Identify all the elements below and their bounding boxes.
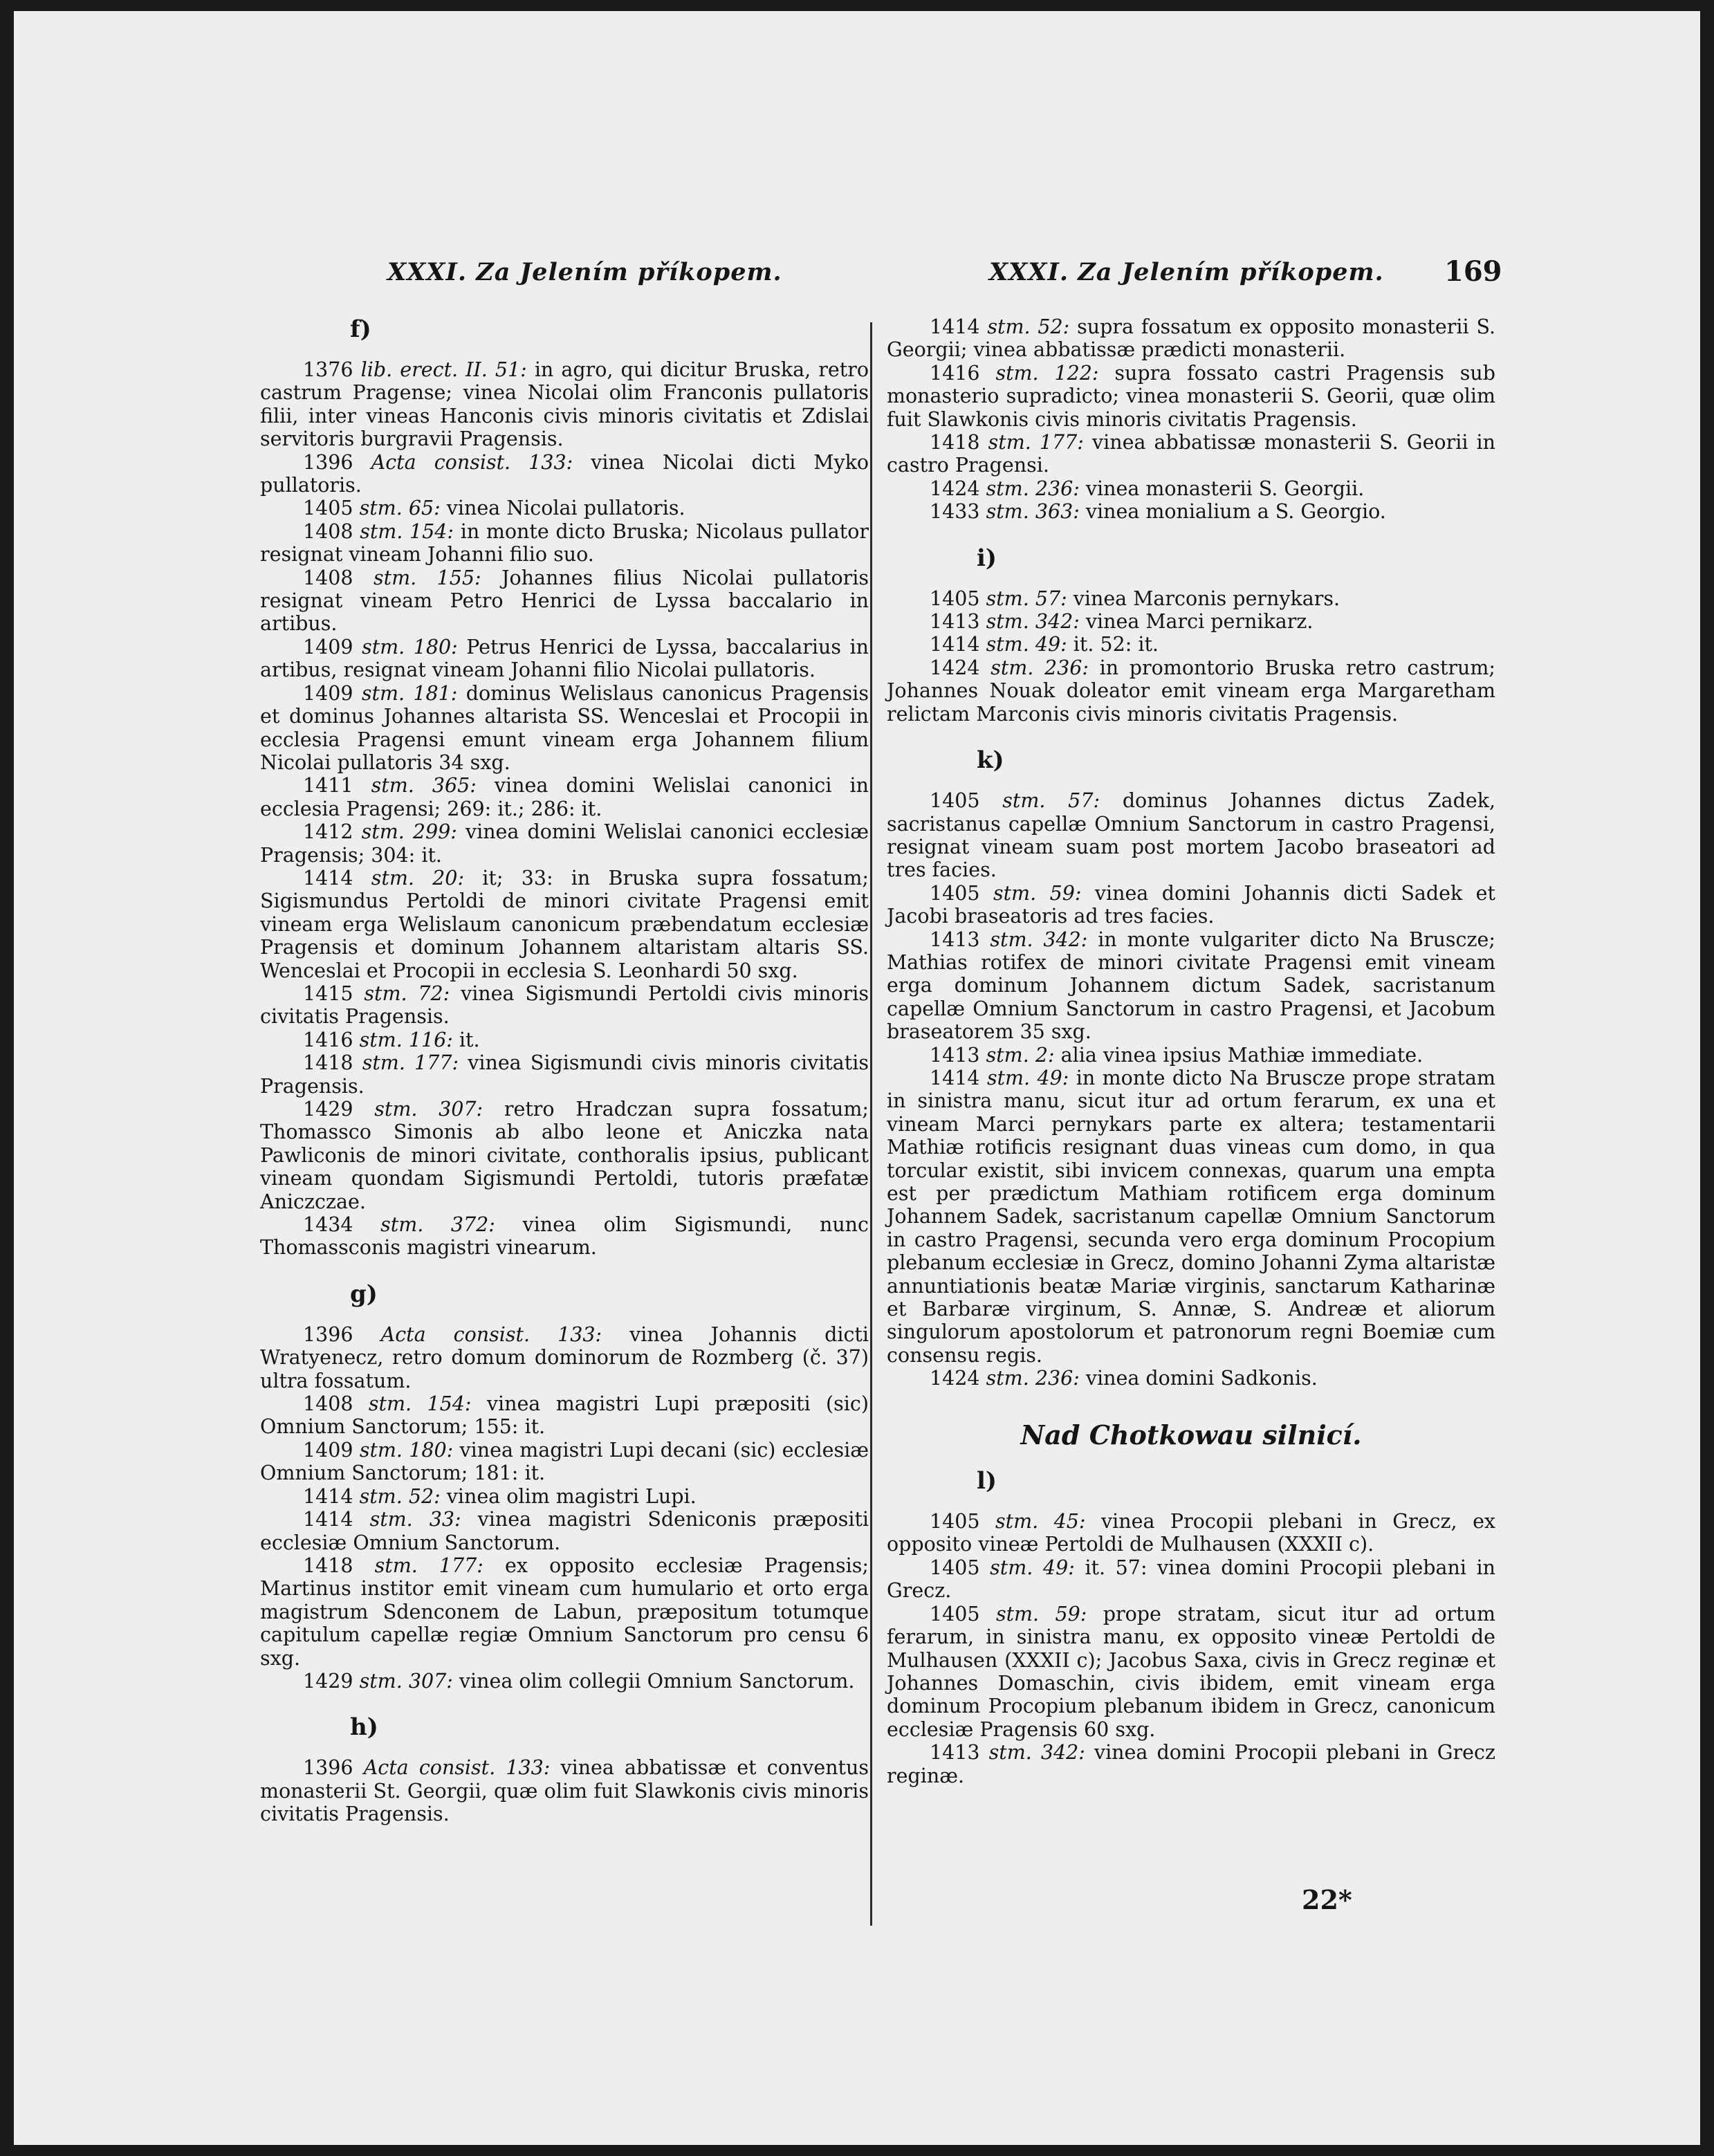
record-entry <box>887 656 1495 726</box>
entry-year: 1434 <box>303 1213 353 1237</box>
entry-text: vinea domini Sadkonis. <box>1085 1367 1318 1390</box>
entry-text: vinea magistri Lupi decani (sic) ecclesiæ Omnium Sanctorum; 181: it. <box>260 1438 869 1485</box>
record-entry <box>887 610 1495 633</box>
entry-source-ref: Acta consist. 133: <box>371 450 573 474</box>
entry-year: 1413 <box>930 928 980 951</box>
record-entry <box>260 451 869 497</box>
entry-year: 1411 <box>303 774 353 798</box>
entry-text: Petrus Henrici de Lyssa, baccalarius in artibus, resignat vineam Johanni filio Nicolai pullatoris. <box>260 635 869 682</box>
entry-source-ref: stm. 342: <box>990 928 1088 951</box>
entry-source-ref: stm. 299: <box>361 820 457 844</box>
left-column <box>260 315 869 1826</box>
entry-source-ref: stm. 236: <box>986 1367 1080 1390</box>
section-letter: g) <box>350 1280 378 1308</box>
entry-source-ref: stm. 307: <box>359 1669 453 1693</box>
entry-year: 1433 <box>930 500 980 524</box>
entry-text: retro Hradczan supra fossatum; Thomassco Simonis ab albo leone et Aniczka nata Pawliconis de minori civitate, conthoralis ipsius, publicant vineam quondam Sigismundi Pertoldi, tutoris præfatæ Aniczczae. <box>260 1098 869 1213</box>
record-entry <box>887 500 1495 523</box>
entry-source-ref: stm. 116: <box>359 1028 453 1051</box>
record-entry <box>887 587 1495 610</box>
entry-text: in agro, qui dicitur Bruska, retro castrum Pragense; vinea Nicolai olim Franconis pullatoris filii, inter vineas Hanconis civis minoris civitatis et Zdislai servitoris burgravii Pragensis. <box>260 358 869 451</box>
entry-text: vinea olim magistri Lupi. <box>446 1484 697 1508</box>
entry-year: 1414 <box>930 633 980 656</box>
entry-source-ref: stm. 2: <box>986 1043 1055 1067</box>
entry-source-ref: stm. 49: <box>990 1556 1075 1579</box>
book-page <box>14 11 1700 2145</box>
entry-text: vinea Nicolai dicti Myko pullatoris. <box>260 450 869 497</box>
entry-source-ref: stm. 154: <box>360 519 454 543</box>
entry-year: 1413 <box>930 1043 980 1067</box>
entry-year: 1429 <box>303 1098 353 1121</box>
record-entry <box>260 358 869 451</box>
record-entry <box>887 928 1495 1044</box>
entry-year: 1405 <box>930 587 980 610</box>
entry-source-ref: stm. 177: <box>374 1554 483 1577</box>
entry-text: vinea Sigismundi civis minoris civitatis Pragensis. <box>260 1051 869 1098</box>
record-entry <box>887 1367 1495 1390</box>
entry-text: vinea monialium a S. Georgio. <box>1085 500 1386 524</box>
entry-text: alia vinea ipsius Mathiæ immediate. <box>1060 1043 1423 1067</box>
entry-source-ref: stm. 180: <box>362 635 458 658</box>
section-letter: h) <box>350 1713 378 1742</box>
entry-text: vinea Johannis dicti Wratyenecz, retro domum dominorum de Rozmberg (č. 37) ultra fossatum. <box>260 1323 869 1392</box>
entry-source-ref: stm. 363: <box>986 500 1080 524</box>
entry-year: 1418 <box>303 1554 353 1577</box>
entry-source-ref: Acta consist. 133: <box>363 1756 551 1780</box>
entry-year: 1409 <box>303 1438 353 1462</box>
entry-text: supra fossatum ex opposito monasterii S. Georgii; vinea abbatissæ prædicti monasterii. <box>887 315 1496 362</box>
record-entry <box>887 882 1495 928</box>
entry-source-ref: stm. 49: <box>986 1066 1069 1089</box>
entry-year: 1405 <box>303 497 353 520</box>
entry-source-ref: stm. 45: <box>995 1510 1086 1533</box>
record-entry <box>260 867 869 982</box>
section-letter: f) <box>350 315 371 343</box>
entry-year: 1416 <box>930 361 980 385</box>
entry-text: vinea abbatissæ et conventus monasterii St. Georgii, quæ olim fuit Slawkonis civis minoris civitatis Pragensis. <box>260 1756 869 1826</box>
entry-text: vinea domini Welislai canonici in ecclesia Pragensi; 269: it.; 286: it. <box>260 774 869 820</box>
entry-source-ref: stm. 122: <box>995 361 1099 385</box>
entry-text: vinea abbatissæ monasterii S. Georii in castro Pragensi. <box>887 431 1496 477</box>
entry-source-ref: stm. 307: <box>374 1098 483 1121</box>
record-entry <box>260 820 869 867</box>
record-entry <box>260 1670 869 1693</box>
entry-source-ref: stm. 177: <box>362 1051 459 1075</box>
entry-year: 1405 <box>930 1556 980 1579</box>
record-entry <box>887 362 1495 431</box>
entry-year: 1405 <box>930 1510 980 1533</box>
entry-text: vinea magistri Sdeniconis præpositi ecclesiæ Omnium Sanctorum. <box>260 1508 869 1554</box>
entry-year: 1409 <box>303 635 353 658</box>
entry-source-ref: stm. 181: <box>361 681 458 705</box>
entry-source-ref: stm. 72: <box>364 982 450 1005</box>
entry-year: 1405 <box>930 789 980 813</box>
entry-source-ref: stm. 59: <box>993 881 1082 905</box>
record-entry <box>887 789 1495 882</box>
entry-year: 1415 <box>303 982 353 1005</box>
record-entry <box>260 682 869 775</box>
entry-year: 1414 <box>303 1508 353 1531</box>
record-entry <box>260 636 869 682</box>
entry-text: vinea olim collegii Omnium Sanctorum. <box>459 1669 855 1693</box>
entry-year: 1429 <box>303 1669 353 1693</box>
entry-year: 1376 <box>303 358 353 381</box>
record-entry <box>887 1741 1495 1787</box>
entry-source-ref: stm. 33: <box>369 1508 461 1531</box>
entry-year: 1414 <box>303 866 353 890</box>
entry-source-ref: stm. 155: <box>374 566 481 589</box>
record-entry <box>260 520 869 566</box>
section-letter: i) <box>977 544 997 572</box>
running-head-right: XXXI. Za Jelením příkopem. <box>989 258 1384 286</box>
record-entry <box>260 1323 869 1392</box>
record-entry <box>260 1029 869 1051</box>
entry-source-ref: stm. 180: <box>359 1438 454 1462</box>
entry-source-ref: stm. 57: <box>986 587 1067 610</box>
entry-text: Johannes filius Nicolai pullatoris resignat vineam Petro Henrici de Lyssa baccalario in artibus. <box>260 566 869 636</box>
record-entry <box>887 1603 1495 1741</box>
record-entry <box>260 1508 869 1554</box>
entry-source-ref: stm. 59: <box>995 1602 1087 1625</box>
record-entry <box>260 1213 869 1260</box>
entry-year: 1414 <box>930 315 980 338</box>
entry-text: vinea olim Sigismundi, nunc Thomassconis magistri vinearum. <box>260 1213 869 1260</box>
entry-year: 1408 <box>303 1392 353 1416</box>
entry-year: 1409 <box>303 681 353 705</box>
record-entry <box>887 315 1495 362</box>
entry-year: 1424 <box>930 656 980 679</box>
entry-text: vinea magistri Lupi præpositi (sic) Omnium Sanctorum; 155: it. <box>260 1392 869 1439</box>
entry-text: in monte dicto Bruska; Nicolaus pullator resignat vineam Johanni filio suo. <box>260 519 869 566</box>
section-letter: k) <box>977 746 1004 775</box>
entry-text: in monte dicto Na Brusczе prope stratam in sinistra manu, sicut itur ad ortum ferarum, ex una et vineam Marci pernykars parte ex altera; testamentarii Mathiæ rotificis resignant duas vineas cum domo, in qua torcular existit, sibi invicem connexas, quarum una empta est per prædictum Mathiam rotificem erga dominum Johannem Sadek, sacristanum capellæ Omnium Sanctorum in castro Pragensi, secunda vero erga dominum Procopium plebanum ecclesiæ in Grecz, domino Johanni Zyma altaristæ annuntiationis beatæ Mariæ virginis, sanctarum Katharinæ et Barbaræ virginum, S. Annæ, S. Andreæ et aliorum singulorum apostolorum et patronorum regni Boemiæ cum consensu regis. <box>887 1066 1496 1367</box>
entry-year: 1414 <box>303 1484 353 1508</box>
entry-year: 1412 <box>303 820 353 844</box>
entry-year: 1396 <box>303 450 353 474</box>
entry-source-ref: stm. 342: <box>988 1741 1085 1765</box>
entry-source-ref: stm. 236: <box>990 656 1089 679</box>
entry-year: 1405 <box>930 1602 980 1625</box>
record-entry <box>260 1485 869 1508</box>
entry-source-ref: stm. 20: <box>371 866 465 890</box>
record-entry <box>260 1392 869 1439</box>
entry-source-ref: stm. 372: <box>380 1213 495 1237</box>
entry-year: 1416 <box>303 1028 353 1051</box>
entry-year: 1424 <box>930 477 980 500</box>
entry-year: 1396 <box>303 1756 353 1780</box>
entry-text: it. <box>459 1028 480 1051</box>
right-column <box>887 315 1495 1787</box>
entry-text: it; 33: in Bruska supra fossatum; Sigismundus Pertoldi de minori civitate Pragensi emit vineam erga Welislaum canonicum præbendatum ecclesiæ Pragensis et dominum Johannem altaristam altaris SS. Wenceslai et Procopii in ecclesia S. Leonhardi 50 sxg. <box>260 866 869 982</box>
record-entry <box>260 1051 869 1098</box>
entry-source-ref: stm. 52: <box>359 1484 441 1508</box>
entry-text: vinea Procopii plebani in Grecz, ex opposito vineæ Pertoldi de Mulhausen (XXXII c). <box>887 1510 1496 1556</box>
entry-source-ref: stm. 342: <box>986 610 1080 634</box>
entry-source-ref: stm. 52: <box>987 315 1070 338</box>
record-entry <box>260 1098 869 1213</box>
record-entry <box>887 633 1495 656</box>
entry-year: 1418 <box>303 1051 353 1075</box>
record-entry <box>260 774 869 820</box>
entry-source-ref: stm. 49: <box>986 633 1067 656</box>
signature-mark: 22* <box>1302 1884 1352 1915</box>
entry-text: supra fossato castri Pragensis sub monasterio supradicto; vinea monasterii S. Georii, quæ olim fuit Slawkonis civis minoris civitatis Pragensis. <box>887 361 1496 431</box>
entry-source-ref: stm. 65: <box>359 497 441 520</box>
record-entry <box>260 1439 869 1485</box>
record-entry <box>260 1756 869 1825</box>
entry-text: dominus Welislaus canonicus Pragensis et dominus Johannes altarista SS. Wenceslai et Procopii in ecclesia Pragensi emunt vineam erga Johannem filium Nicolai pullatoris 34 sxg. <box>260 681 869 774</box>
entry-year: 1424 <box>930 1367 980 1390</box>
entry-text: vinea Marci pernikarz. <box>1085 610 1314 634</box>
entry-year: 1418 <box>930 431 980 454</box>
entry-source-ref: stm. 236: <box>986 477 1080 500</box>
entry-year: 1413 <box>930 1741 980 1765</box>
section-subheading: Nad Chotkowau silnicí. <box>1020 1419 1362 1450</box>
entry-text: it. 57: vinea domini Procopii plebani in Grecz. <box>887 1556 1496 1603</box>
entry-source-ref: stm. 154: <box>368 1392 472 1416</box>
record-entry <box>887 477 1495 500</box>
entry-source-ref: Acta consist. 133: <box>380 1323 602 1346</box>
entry-year: 1396 <box>303 1323 353 1346</box>
entry-text: it. 52: it. <box>1073 633 1159 656</box>
record-entry <box>887 1044 1495 1067</box>
record-entry <box>260 1554 869 1670</box>
entry-text: vinea domini Procopii plebani in Grecz reginæ. <box>887 1741 1496 1787</box>
entry-text: vinea domini Welislai canonici ecclesiæ Pragensis; 304: it. <box>260 820 869 867</box>
entry-source-ref: stm. 57: <box>1002 789 1100 813</box>
record-entry <box>887 431 1495 477</box>
entry-source-ref: stm. 365: <box>371 774 477 798</box>
entry-year: 1408 <box>303 519 353 543</box>
entry-year: 1405 <box>930 881 980 905</box>
entry-text: prope stratam, sicut itur ad ortum ferarum, in sinistra manu, ex opposito vineæ Pertoldi de Mulhausen (XXXII c); Jacobus Saxa, civis in Grecz reginæ et Johannes Domaschin, civis ibidem, emit vineam erga dominum Procopium plebanum ibidem in Grecz, canonicum ecclesiæ Pragensis 60 sxg. <box>887 1602 1496 1741</box>
record-entry <box>260 497 869 519</box>
running-head-left: XXXI. Za Jelením příkopem. <box>387 258 782 286</box>
record-entry <box>260 982 869 1029</box>
entry-year: 1413 <box>930 610 980 634</box>
entry-text: ex opposito ecclesiæ Pragensis; Martinus institor emit vineam cum humulario et orto erga magistrum Sdenconem de Labun, præpositum totumque capitulum capellæ regiæ Omnium Sanctorum pro censu 6 sxg. <box>260 1554 869 1670</box>
column-divider <box>870 322 872 1926</box>
entry-source-ref: stm. 177: <box>988 431 1084 454</box>
entry-text: vinea Marconis pernykars. <box>1073 587 1340 610</box>
record-entry <box>260 566 869 636</box>
entry-text: dominus Johannes dictus Zadek, sacristanus capellæ Omnium Sanctorum in castro Pragensi, resignat vineam suam post mortem Jacobo braseatori ad tres facies. <box>887 789 1496 882</box>
section-letter: l) <box>977 1467 997 1495</box>
entry-source-ref: lib. erect. II. 51: <box>360 358 527 381</box>
record-entry <box>887 1556 1495 1603</box>
entry-year: 1408 <box>303 566 353 589</box>
entry-year: 1414 <box>930 1066 980 1089</box>
entry-text: vinea Nicolai pullatoris. <box>446 497 685 520</box>
entry-text: in promontorio Bruska retro castrum; Johannes Nouak doleator emit vineam erga Margaretham relictam Marconis civis minoris civitatis Pragensis. <box>887 656 1495 726</box>
page-number: 169 <box>1444 255 1502 288</box>
entry-text: in monte vulgariter dicto Na Brusczе; Mathias rotifex de minori civitate Pragensi emit vineam erga dominum Johannem dictum Sadek, sacristanum capellæ Omnium Sanctorum in castro Pragensi, et Jacobum braseatorem 35 sxg. <box>887 928 1495 1044</box>
record-entry <box>887 1067 1495 1367</box>
entry-text: vinea Sigismundi Pertoldi civis minoris civitatis Pragensis. <box>260 982 869 1029</box>
entry-text: vinea monasterii S. Georgii. <box>1085 477 1365 500</box>
entry-text: vinea domini Johannis dicti Sadek et Jacobi braseatoris ad tres facies. <box>887 881 1495 928</box>
record-entry <box>887 1510 1495 1556</box>
